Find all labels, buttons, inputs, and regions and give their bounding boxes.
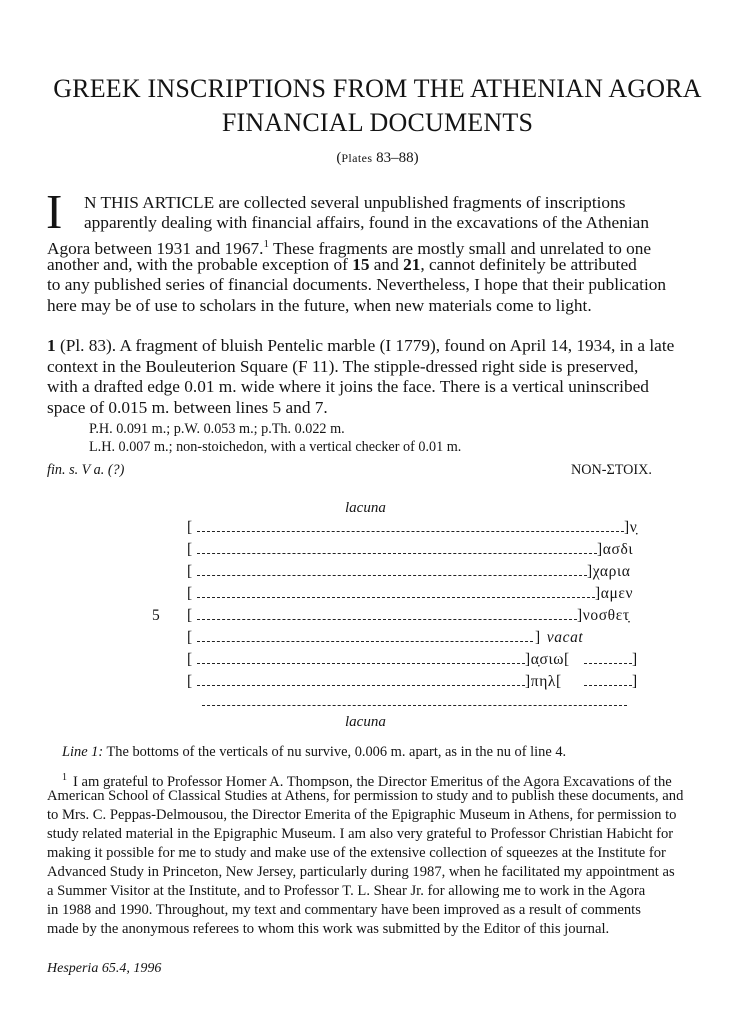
footnote-line-1-text: I am grateful to Professor Homer A. Thompson, the Director Emeritus of the Agora Excavations of the bbox=[73, 773, 672, 790]
lost-text-8 bbox=[197, 685, 525, 686]
lost-text-5 bbox=[197, 619, 577, 620]
lost-text-7 bbox=[197, 663, 525, 664]
surviving-text-5: νοσθετ̣ bbox=[582, 607, 630, 624]
open-bracket-5: [ bbox=[187, 607, 193, 624]
inscription-line-2 bbox=[597, 541, 633, 559]
ref-21: 21 bbox=[403, 255, 421, 274]
apparatus-text: The bottoms of the verticals of nu survive, 0.006 m. apart, as in the nu of line 4. bbox=[103, 744, 567, 760]
close-bracket-4: ] bbox=[595, 585, 601, 602]
close-bracket-7: ] bbox=[525, 651, 531, 668]
intro-line-3-a: Agora between 1931 and 1967. bbox=[47, 238, 264, 258]
surviving-text-4: αμεν bbox=[600, 585, 634, 602]
entry-1-line-1-rest: (Pl. 83). A fragment of bluish Pentelic marble (I 1779), found on April 14, 1934, in a late bbox=[55, 336, 675, 355]
footnote-line-5: making it possible for me to study and make use of the extensive collection of squeezes at the Institute for bbox=[47, 845, 666, 861]
entry-1-style: NON-ΣΤΟΙΧ. bbox=[571, 462, 652, 478]
line-number-5: 5 bbox=[152, 607, 161, 624]
footnote-line-8: in 1988 and 1990. Throughout, my text and commentary have been improved as a result of comments bbox=[47, 902, 641, 918]
intro-line-4-a: another and, with the probable exception of bbox=[47, 255, 353, 274]
intro-line-1: N THIS ARTICLE are collected several unpublished fragments of inscriptions bbox=[84, 193, 626, 212]
surviving-text-8: πηλ[ bbox=[530, 673, 562, 690]
footnote-line-2: American School of Classical Studies at Athens, for permission to study and to publish these documents, and bbox=[47, 788, 684, 804]
inscription-line-7-left bbox=[525, 651, 570, 669]
lacuna-top: lacuna bbox=[345, 500, 386, 516]
footnote-line-9: made by the anonymous referees to whom this work was submitted by the Editor of this journal. bbox=[47, 921, 610, 937]
apparatus-note bbox=[62, 744, 566, 761]
lost-text-2 bbox=[197, 553, 597, 554]
footnote-line-4: study related material in the Epigraphic Museum. I am also very grateful to Professor Christian Habicht for bbox=[47, 826, 674, 842]
close-bracket-3: ] bbox=[587, 563, 593, 580]
close-bracket-2: ] bbox=[597, 541, 603, 558]
intro-line-3-b: These fragments are mostly small and unrelated to one bbox=[268, 238, 652, 258]
close-bracket-8-end: ] bbox=[632, 673, 638, 690]
open-bracket-1: [ bbox=[187, 519, 193, 536]
surviving-text-3: χαρια bbox=[592, 563, 631, 580]
lost-text-8-end bbox=[584, 685, 632, 686]
footnote-line-7: a Summer Visitor at the Institute, and to Professor T. L. Shear Jr. for allowing me to work in the Agora bbox=[47, 883, 646, 899]
lacuna-bottom: lacuna bbox=[345, 714, 386, 730]
footnote-line-6: Advanced Study in Princeton, New Jersey, particularly during 1987, when he facilitated my appointment as bbox=[47, 864, 675, 880]
title-line-1: GREEK INSCRIPTIONS FROM THE ATHENIAN AGORA bbox=[53, 74, 702, 103]
intro-line-4-c: , cannot definitely be attributed bbox=[420, 255, 637, 274]
entry-1-line-1 bbox=[47, 336, 674, 357]
journal-citation: Hesperia 65.4, 1996 bbox=[47, 961, 162, 976]
entry-1-line-3: with a drafted edge 0.01 m. wide where it joins the face. There is a vertical uninscribed bbox=[47, 377, 649, 396]
inscription-line-8-left bbox=[525, 673, 562, 691]
plates-label: Plates bbox=[341, 151, 373, 165]
inscription-line-4 bbox=[595, 585, 633, 603]
entry-1-line-2: context in the Bouleuterion Square (F 11). The stipple-dressed right side is preserved, bbox=[47, 357, 639, 376]
open-bracket-6: [ bbox=[187, 629, 193, 646]
surviving-text-7: α̣σιω[ bbox=[530, 651, 570, 668]
plates-reference bbox=[0, 150, 755, 167]
lost-text-3 bbox=[197, 575, 587, 576]
plates-range: 83–88) bbox=[372, 150, 419, 166]
lost-text-6 bbox=[197, 641, 533, 642]
open-bracket-2: [ bbox=[187, 541, 193, 558]
intro-line-6: here may be of use to scholars in the future, when new materials come to light. bbox=[47, 296, 592, 315]
open-bracket-3: [ bbox=[187, 563, 193, 580]
surviving-text-1: ν̣ bbox=[629, 519, 638, 536]
inscription-line-5 bbox=[577, 607, 630, 625]
lost-text-7-end bbox=[584, 663, 632, 664]
vacat-label: vacat bbox=[546, 629, 584, 646]
apparatus-label: Line 1: bbox=[62, 744, 104, 760]
inscription-line-6 bbox=[535, 629, 583, 647]
ref-15: 15 bbox=[352, 255, 370, 274]
entry-number: 1 bbox=[47, 336, 56, 355]
close-bracket-7-end: ] bbox=[632, 651, 638, 668]
intro-line-4-mid: and bbox=[369, 255, 404, 274]
broken-edge-line bbox=[202, 705, 627, 706]
intro-line-5: to any published series of financial documents. Nevertheless, I hope that their publication bbox=[47, 275, 667, 294]
entry-1-letter-height: L.H. 0.007 m.; non-stoichedon, with a vertical checker of 0.01 m. bbox=[89, 439, 462, 455]
footnote-ref-1[interactable]: 1 bbox=[263, 238, 269, 250]
plates-open: ( bbox=[336, 150, 342, 166]
intro-line-4 bbox=[47, 255, 637, 276]
footnote-marker: 1 bbox=[62, 772, 67, 783]
footnote-line-3: to Mrs. C. Peppas-Delmousou, the Director Emerita of the Epigraphic Museum in Athens, for permission to bbox=[47, 807, 677, 823]
inscription-line-3 bbox=[587, 563, 630, 581]
inscription-line-1 bbox=[624, 519, 637, 537]
title-line-2: FINANCIAL DOCUMENTS bbox=[221, 108, 534, 137]
open-bracket-7: [ bbox=[187, 651, 193, 668]
entry-1-line-4: space of 0.015 m. between lines 5 and 7. bbox=[47, 398, 328, 417]
close-bracket-5: ] bbox=[577, 607, 583, 624]
intro-line-2: apparently dealing with financial affairs, found in the excavations of the Athenian bbox=[84, 213, 649, 232]
entry-1-dimensions: P.H. 0.091 m.; p.W. 0.053 m.; p.Th. 0.022 m. bbox=[89, 421, 345, 437]
lost-text-4 bbox=[197, 597, 595, 598]
open-bracket-8: [ bbox=[187, 673, 193, 690]
surviving-text-2: ασδι bbox=[602, 541, 634, 558]
drop-cap: I bbox=[46, 184, 63, 239]
close-bracket-8: ] bbox=[525, 673, 531, 690]
lost-text-1 bbox=[197, 531, 624, 532]
entry-1-date: fin. s. V a. (?) bbox=[47, 462, 125, 478]
close-bracket-1: ] bbox=[624, 519, 630, 536]
close-bracket-6: ] bbox=[535, 629, 541, 646]
open-bracket-4: [ bbox=[187, 585, 193, 602]
